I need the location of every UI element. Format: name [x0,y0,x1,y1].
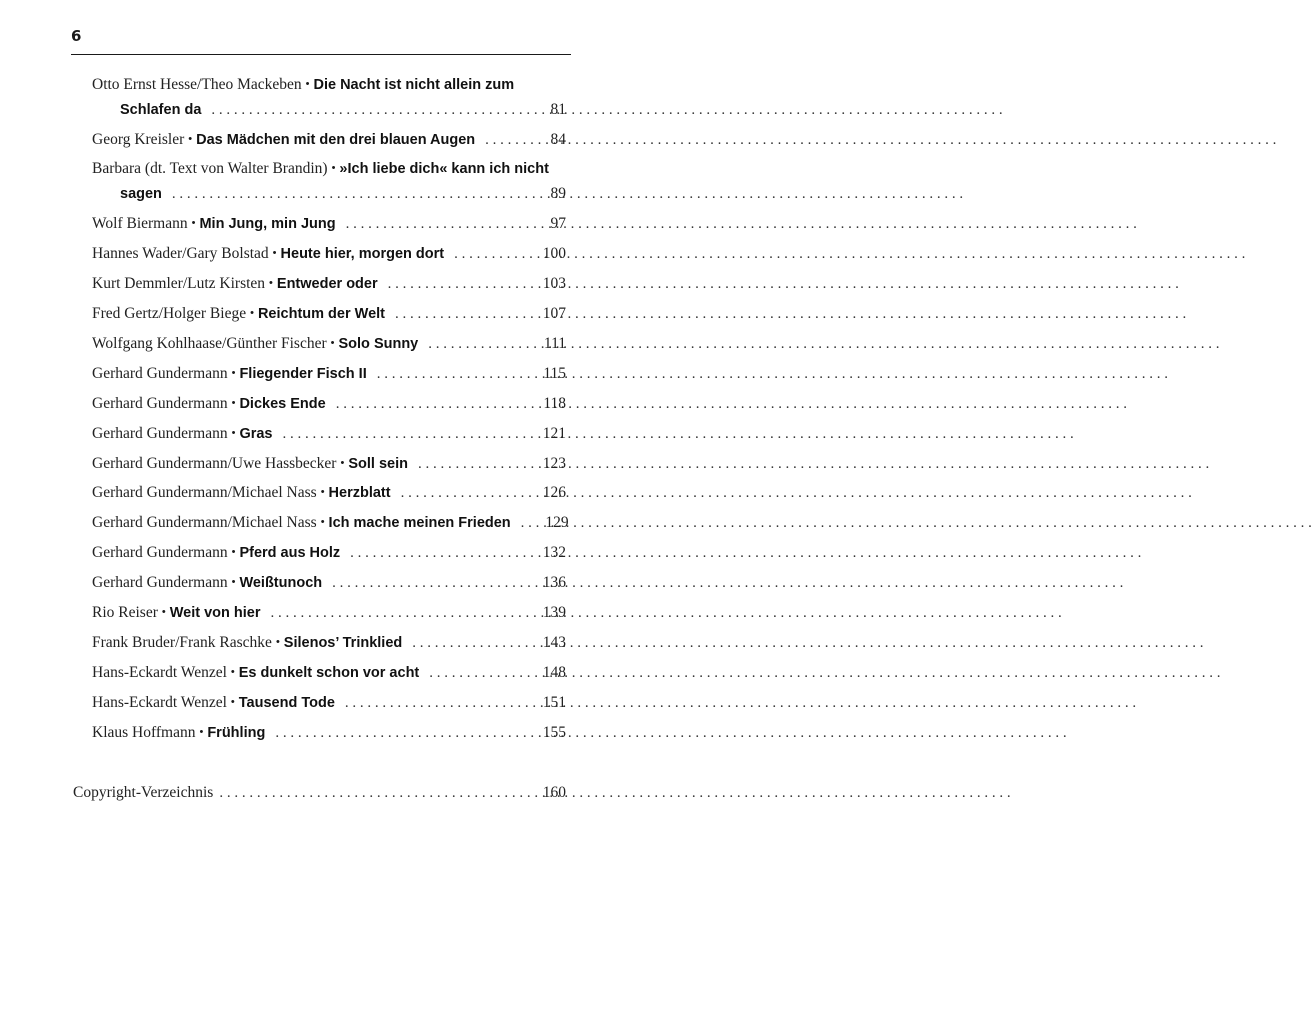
entry-line [92,131,566,153]
entry-title: Solo Sunny [338,336,419,352]
entry-title: Frühling [207,725,266,741]
entry-title: Weit von hier [169,605,261,621]
entry-page-number: 136 [542,574,566,591]
entry-line [92,245,566,267]
entry-page-number: 139 [542,604,566,621]
dot-leader [336,396,528,413]
entry-title: Reichtum der Welt [257,306,385,322]
separator-bullet: • [230,696,235,708]
entry-author: Gerhard Gundermann/Michael Nass [92,514,317,531]
dot-leader [211,102,528,119]
dot-leader [388,276,528,293]
entry-line [92,76,514,98]
entry-line [92,664,566,686]
entry-line [92,275,566,297]
separator-bullet: • [320,516,325,528]
entry-page-number: 97 [550,215,566,232]
entry-line [92,514,569,536]
entry-page-number: 89 [550,185,566,202]
separator-bullet: • [331,162,336,174]
entry-page-number: 111 [543,335,566,352]
entry-title: »Ich liebe dich« kann ich nicht [339,161,549,177]
separator-bullet: • [230,666,235,678]
entry-author: Otto Ernst Hesse/Theo Mackeben [92,76,302,93]
entry-line [92,484,566,506]
dot-leader [521,515,531,532]
dot-leader [219,785,528,802]
dot-leader [172,186,528,203]
entry-author: Wolf Biermann [92,215,188,232]
entry-line [92,160,549,182]
entry-title: Ich mache meinen Frieden [328,515,511,531]
separator-bullet: • [330,337,335,349]
entry-title: Gras [239,426,273,442]
dot-leader [346,216,528,233]
entry-author: Gerhard Gundermann [92,395,228,412]
entry-line [92,604,566,626]
entry-line [92,574,566,596]
entry-line [92,215,566,237]
entry-title: Herzblatt [328,485,391,501]
entry-author: Rio Reiser [92,604,158,621]
separator-bullet: • [161,606,166,618]
entry-line [92,544,566,566]
entry-author: Gerhard Gundermann [92,544,228,561]
dot-leader [377,366,528,383]
entry-title: Dickes Ende [239,396,326,412]
separator-bullet: • [231,397,236,409]
entry-author: Frank Bruder/Frank Raschke [92,634,272,651]
entry-author: Klaus Hoffmann [92,724,196,741]
separator-bullet: • [320,486,325,498]
separator-bullet: • [231,427,236,439]
entry-title: Weißtunoch [239,575,323,591]
entry-page-number: 132 [542,544,566,561]
entry-line [92,694,566,716]
separator-bullet: • [250,307,254,319]
separator-bullet: • [340,457,345,469]
entry-title: Heute hier, morgen dort [280,246,445,262]
separator-bullet: • [272,247,277,259]
dot-leader [350,545,528,562]
dot-leader [283,426,529,443]
entry-author: Barbara (dt. Text von Walter Brandin) [92,160,328,177]
entry-title: Es dunkelt schon vor acht [238,665,420,681]
entry-author: Kurt Demmler/Lutz Kirsten [92,275,266,292]
entry-line [92,365,566,387]
entry-title-continued: sagen [120,186,162,202]
dot-leader [454,246,528,263]
entry-title: Die Nacht ist nicht allein zum [313,77,515,93]
page-number: 6 [71,27,82,45]
entry-line [92,724,566,746]
entry-page-number: 155 [542,724,566,741]
entry-author: Wolfgang Kohlhaase/Günther Fischer [92,335,327,352]
entry-page-number: 84 [550,131,566,148]
entry-page-number: 123 [542,455,566,472]
entry-author: Hans-Eckardt Wenzel [92,694,227,711]
dot-leader [418,456,528,473]
entry-line [92,305,566,327]
entry-title: Silenos’ Trinklied [283,635,403,651]
entry-title: Das Mädchen mit den drei blauen Augen [196,132,476,148]
entry-line [92,425,566,447]
appendix-page-number: 160 [542,784,566,801]
entry-author: Gerhard Gundermann/Michael Nass [92,484,317,501]
entry-title-continued: Schlafen da [120,102,202,118]
separator-bullet: • [199,726,204,738]
entry-line [92,455,566,477]
entry-title: Fliegender Fisch II [239,366,367,382]
entry-page-number: 129 [545,514,569,531]
separator-bullet: • [188,133,193,145]
entry-author: Hans-Eckardt Wenzel [92,664,227,681]
separator-bullet: • [275,636,280,648]
entry-title: Entweder oder [276,276,378,292]
separator-bullet: • [305,78,310,90]
entry-title: Tausend Tode [238,695,335,711]
entry-page-number: 81 [550,101,566,118]
entry-author: Georg Kreisler [92,131,185,148]
entry-line [73,784,566,806]
entry-page-number: 115 [543,365,566,382]
entry-author: Hannes Wader/Gary Bolstad [92,245,269,262]
entry-page-number: 126 [542,484,566,501]
entry-author: Gerhard Gundermann [92,425,228,442]
entry-line [92,395,566,417]
appendix-label: Copyright-Verzeichnis [73,784,214,801]
entry-line-continued [120,101,566,123]
separator-bullet: • [191,217,196,229]
dot-leader [485,132,528,149]
entry-page-number: 118 [543,395,566,412]
dot-leader [345,695,528,712]
entry-title: Soll sein [348,456,408,472]
entry-title: Pferd aus Holz [239,545,341,561]
dot-leader [412,635,528,652]
table-of-contents [0,0,642,1020]
separator-bullet: • [231,546,236,558]
entry-author: Gerhard Gundermann [92,365,228,382]
entry-page-number: 107 [542,305,566,322]
entry-author: Fred Gertz/Holger Biege [92,305,247,322]
entry-author: Gerhard Gundermann/Uwe Hassbecker [92,455,337,472]
separator-bullet: • [231,576,236,588]
entry-page-number: 121 [542,425,566,442]
dot-leader [395,306,528,323]
entry-page-number: 151 [542,694,566,711]
dot-leader [401,485,528,502]
entry-line [92,634,566,656]
separator-bullet: • [231,367,236,379]
separator-bullet: • [269,277,273,289]
entry-page-number: 103 [542,275,566,292]
dot-leader [428,336,528,353]
entry-line [92,335,566,357]
entry-page-number: 143 [542,634,566,651]
entry-author: Gerhard Gundermann [92,574,228,591]
dot-leader [429,665,528,682]
dot-leader [275,725,528,742]
entry-title: Min Jung, min Jung [199,216,336,232]
entry-line-continued [120,185,566,207]
entry-page-number: 148 [542,664,566,681]
dot-leader [271,605,528,622]
entry-page-number: 100 [542,245,566,262]
dot-leader [332,575,528,592]
